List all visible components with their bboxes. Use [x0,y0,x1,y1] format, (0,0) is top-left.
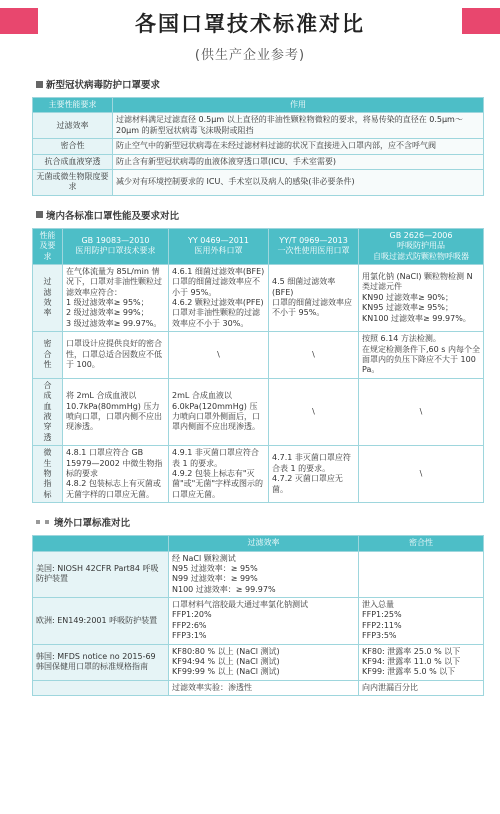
table-cell: 4.6.1 细菌过滤效率(BFE) 口罩的细菌过滤效率应不小于 95%。 4.6.2 颗粒过滤效率(PFE) 口罩对非油性颗粒的过滤效率应不小于 30%。 [169,264,269,331]
table-row [33,644,484,680]
table-cell: 4.9.1 非灭菌口罩应符合表 1 的要求。 4.9.2 包装上标志有"灭菌"或"无菌"字样或图示的口罩应无菌。 [169,446,269,503]
requirements-table [32,97,484,196]
table-row [33,551,484,598]
bullet-icon [45,520,49,524]
row-label: 抗合成血液穿透 [33,154,113,169]
table-cell: 过滤效率实验：渗透性 [169,680,359,695]
bullet-icon [36,211,43,218]
table-cell: 2mL 合成血液以 6.0kPa(120mmHg) 压力喷向口罩外侧面后，口罩内侧面不应出现渗透。 [169,378,269,445]
table-cell: 口罩设计应提供良好的密合性，口罩总适合因数应不低于 100。 [63,332,169,379]
row-label: 过滤效率 [33,113,113,139]
header-cell: 密合性 [359,536,484,551]
corner-decoration-right [462,8,500,34]
row-label: 密合性 [43,339,52,370]
section3-heading [36,515,500,529]
foreign-standards-table [32,535,484,696]
row-label: 过滤效率 [43,277,52,318]
header-cell: GB 2626—2006 呼吸防护用品 自吸过滤式防颗粒物呼吸器 [359,228,484,264]
table-row [33,598,484,645]
table-row [33,113,484,139]
row-label: 密合性 [33,139,113,154]
table-cell: 将 2mL 合成血液以 10.7kPa(80mmHg) 压力喷向口罩，口罩内侧不应出现渗透。 [63,378,169,445]
header-cell: 性能及要求 [33,228,63,264]
table-header-row [33,536,484,551]
section1-title: 新型冠状病毒防护口罩要求 [46,80,161,91]
row-content: 防止空气中的新型冠状病毒在未经过滤材料过滤的状况下直接进入口罩内部，应不含呼气阀 [113,139,484,154]
domestic-standards-table [32,228,484,503]
row-content: 过滤材料满足过滤直径 0.5μm 以上直径的非油性颗粒物微粒的要求，将易传染的直径在 0.5μm～20μm 的新型冠状病毒飞沫吸附或阻挡 [113,113,484,139]
table-cell: \ [169,332,269,379]
table-row [33,332,484,379]
table-cell: 在气体流量为 85L/min 情况下，口罩对非油性颗粒过滤效率应符合： 1 级过滤效率≥ 95%； 2 级过滤效率≥ 99%； 3 级过滤效率≥ 99.97%。 [63,264,169,331]
table-cell: \ [359,378,484,445]
page-subtitle: (供生产企业参考) [194,48,306,63]
bullet-icon [36,81,43,88]
table-cell [359,551,484,598]
row-content: 防止含有新型冠状病毒的血液体液穿透口罩(ICU、手术室需要) [113,154,484,169]
section2-title: 境内各标准口罩性能及要求对比 [46,210,180,222]
row-label: 韩国: MFDS notice no 2015-69 韩国保健用口罩的标准规格指南 [33,644,169,680]
table-cell: 按照 6.14 方法检测。 在规定检测条件下,60 s 内每个全面罩内的负压下降应不大于 100 Pa。 [359,332,484,379]
table-row [33,680,484,695]
section2-heading [36,208,500,222]
row-content: 减少对有环境控制要求的 ICU、手术室以及病人的感染(非必要条件) [113,169,484,195]
row-label: 微生物指标 [43,448,52,499]
table-row [33,378,484,445]
table-cell: 经 NaCl 颗粒测试 N95 过滤效率：≥ 95% N99 过滤效率：≥ 99% N100 过滤效率：≥ 99.97% [169,551,359,598]
page-title: 各国口罩技术标准对比 [135,12,365,36]
table-cell: 4.5 细菌过滤效率(BFE) 口罩的细菌过滤效率应不小于 95%。 [269,264,359,331]
table-row [33,154,484,169]
table-cell: \ [359,446,484,503]
row-label: 合成血液穿透 [43,380,52,442]
table-header-row [33,228,484,264]
header-cell: YY/T 0969—2013 一次性使用医用口罩 [269,228,359,264]
row-label: 欧洲: EN149:2001 呼吸防护装置 [33,598,169,645]
bullet-icon [36,520,40,524]
row-label: 美国: NIOSH 42CFR Part84 呼吸防护装置 [33,551,169,598]
header-cell: YY 0469—2011 医用外科口罩 [169,228,269,264]
header-cell [33,536,169,551]
header-cell: 过滤效率 [169,536,359,551]
header-cell: 作用 [113,98,484,113]
table-cell: 4.8.1 口罩应符合 GB 15979—2002 中微生物指标的要求 4.8.2 包装标志上有灭菌或无菌字样的口罩应无菌。 [63,446,169,503]
table-cell: 用氯化钠 (NaCl) 颗粒物检测 N 类过滤元件 KN90 过滤效率≥ 90%； KN95 过滤效率≥ 95%； KN100 过滤效率≥ 99.97%。 [359,264,484,331]
table-cell: 向内泄漏百分比 [359,680,484,695]
table-cell: \ [269,332,359,379]
table-row [33,446,484,503]
table-cell: 4.7.1 非灭菌口罩应符合表 1 的要求。 4.7.2 灭菌口罩应无菌。 [269,446,359,503]
table-row [33,264,484,331]
row-label [33,680,169,695]
table-cell: 口罩材料气溶胶最大通过率氯化钠测试 FFP1:20% FFP2:6% FFP3:1% [169,598,359,645]
table-cell: 泄入总量 FFP1:25% FFP2:11% FFP3:5% [359,598,484,645]
row-label: 无菌或微生物限度要求 [33,169,113,195]
table-cell: \ [269,378,359,445]
table-header-row [33,98,484,113]
corner-decoration-left [0,8,38,34]
header-cell: GB 19083—2010 医用防护口罩技术要求 [63,228,169,264]
table-cell: KF80: 泄露率 25.0 % 以下 KF94: 泄露率 11.0 % 以下 KF99: 泄露率 5.0 % 以下 [359,644,484,680]
table-cell: KF80:80 % 以上 (NaCl 测试) KF94:94 % 以上 (NaCl 测试) KF99:99 % 以上 (NaCl 测试) [169,644,359,680]
table-row [33,139,484,154]
section3-title: 境外口罩标准对比 [54,518,131,530]
table-row [33,169,484,195]
section1-heading [36,77,500,91]
header-cell: 主要性能要求 [33,98,113,113]
